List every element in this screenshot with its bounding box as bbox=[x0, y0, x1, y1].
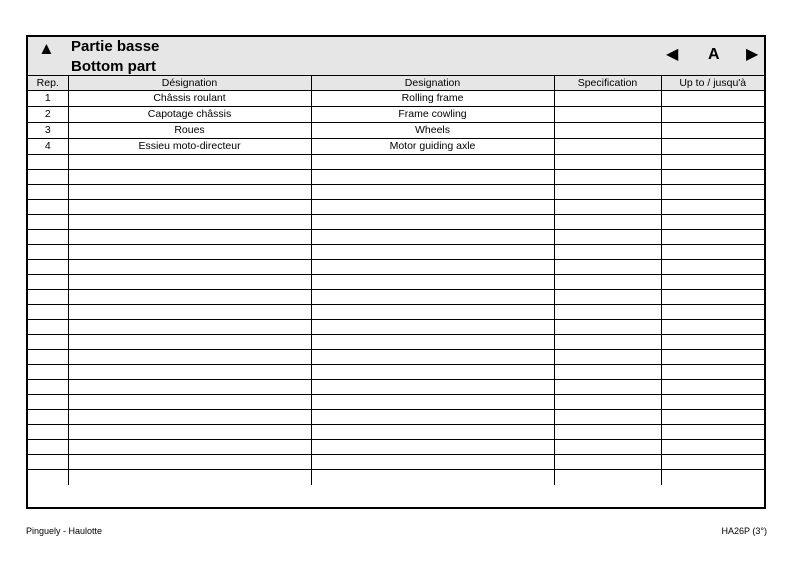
column-header-rep: Rep. bbox=[28, 76, 68, 91]
table-row bbox=[28, 350, 764, 365]
table-row bbox=[28, 425, 764, 440]
cell-designation-fr: Essieu moto-directeur bbox=[68, 139, 311, 155]
cell-rep bbox=[28, 410, 68, 425]
table-header-row bbox=[28, 76, 764, 91]
cell-specification bbox=[554, 245, 661, 260]
section-letter: A bbox=[708, 46, 720, 63]
cell-specification bbox=[554, 395, 661, 410]
cell-designation-en bbox=[311, 260, 554, 275]
cell-specification bbox=[554, 335, 661, 350]
cell-designation-fr bbox=[68, 245, 311, 260]
cell-designation-en bbox=[311, 350, 554, 365]
cell-rep: 1 bbox=[28, 91, 68, 107]
cell-rep bbox=[28, 245, 68, 260]
cell-up-to bbox=[661, 440, 764, 455]
cell-designation-en bbox=[311, 425, 554, 440]
column-header-specification: Specification bbox=[554, 76, 661, 91]
cell-up-to bbox=[661, 260, 764, 275]
cell-designation-en: Frame cowling bbox=[311, 107, 554, 123]
cell-specification bbox=[554, 170, 661, 185]
cell-up-to bbox=[661, 155, 764, 170]
table-row bbox=[28, 107, 764, 123]
cell-up-to bbox=[661, 275, 764, 290]
cell-specification bbox=[554, 350, 661, 365]
cell-designation-en: Rolling frame bbox=[311, 91, 554, 107]
table-row bbox=[28, 139, 764, 155]
cell-specification bbox=[554, 290, 661, 305]
table-row bbox=[28, 335, 764, 350]
sheet-header bbox=[28, 37, 764, 76]
table-row bbox=[28, 290, 764, 305]
table-row bbox=[28, 155, 764, 170]
table-row bbox=[28, 470, 764, 485]
footer-model: HA26P (3°) bbox=[721, 526, 767, 536]
table-row bbox=[28, 123, 764, 139]
title-french: Partie basse bbox=[71, 38, 160, 55]
cell-specification bbox=[554, 470, 661, 485]
cell-up-to bbox=[661, 320, 764, 335]
table-row bbox=[28, 260, 764, 275]
cell-up-to bbox=[661, 305, 764, 320]
cell-up-to bbox=[661, 245, 764, 260]
cell-designation-fr bbox=[68, 365, 311, 380]
cell-rep bbox=[28, 185, 68, 200]
cell-up-to bbox=[661, 215, 764, 230]
cell-designation-en bbox=[311, 170, 554, 185]
cell-designation-en bbox=[311, 440, 554, 455]
cell-designation-en bbox=[311, 470, 554, 485]
table-row bbox=[28, 275, 764, 290]
cell-up-to bbox=[661, 365, 764, 380]
table-row bbox=[28, 365, 764, 380]
cell-up-to bbox=[661, 290, 764, 305]
cell-designation-fr bbox=[68, 470, 311, 485]
table-row bbox=[28, 170, 764, 185]
column-header-up-to: Up to / jusqu'à bbox=[661, 76, 764, 91]
cell-up-to bbox=[661, 455, 764, 470]
table-row bbox=[28, 245, 764, 260]
cell-rep: 2 bbox=[28, 107, 68, 123]
cell-rep bbox=[28, 335, 68, 350]
cell-designation-fr bbox=[68, 170, 311, 185]
cell-designation-en: Wheels bbox=[311, 123, 554, 139]
parts-sheet bbox=[26, 35, 766, 509]
cell-up-to bbox=[661, 470, 764, 485]
next-arrow-icon[interactable]: ▶ bbox=[746, 46, 759, 63]
cell-rep bbox=[28, 380, 68, 395]
cell-up-to bbox=[661, 200, 764, 215]
cell-specification bbox=[554, 230, 661, 245]
cell-up-to bbox=[661, 335, 764, 350]
cell-up-to bbox=[661, 107, 764, 123]
cell-designation-fr bbox=[68, 410, 311, 425]
cell-designation-en bbox=[311, 455, 554, 470]
cell-designation-fr bbox=[68, 215, 311, 230]
cell-designation-fr: Châssis roulant bbox=[68, 91, 311, 107]
cell-rep bbox=[28, 425, 68, 440]
cell-specification bbox=[554, 380, 661, 395]
cell-specification bbox=[554, 91, 661, 107]
cell-designation-fr bbox=[68, 335, 311, 350]
parts-table bbox=[28, 76, 764, 485]
cell-specification bbox=[554, 440, 661, 455]
cell-up-to bbox=[661, 425, 764, 440]
title-english: Bottom part bbox=[71, 58, 156, 75]
cell-designation-en bbox=[311, 395, 554, 410]
cell-designation-fr bbox=[68, 455, 311, 470]
cell-designation-fr: Roues bbox=[68, 123, 311, 139]
cell-specification bbox=[554, 305, 661, 320]
cell-rep bbox=[28, 320, 68, 335]
cell-designation-fr: Capotage châssis bbox=[68, 107, 311, 123]
previous-arrow-icon[interactable]: ◀ bbox=[666, 46, 679, 63]
table-row bbox=[28, 380, 764, 395]
cell-designation-fr bbox=[68, 305, 311, 320]
table-row bbox=[28, 320, 764, 335]
cell-designation-fr bbox=[68, 425, 311, 440]
cell-designation-fr bbox=[68, 260, 311, 275]
cell-designation-en bbox=[311, 215, 554, 230]
table-row bbox=[28, 410, 764, 425]
cell-designation-en: Motor guiding axle bbox=[311, 139, 554, 155]
cell-rep: 3 bbox=[28, 123, 68, 139]
column-header-designation-en: Designation bbox=[311, 76, 554, 91]
cell-up-to bbox=[661, 230, 764, 245]
table-row bbox=[28, 395, 764, 410]
cell-designation-en bbox=[311, 275, 554, 290]
cell-up-to bbox=[661, 350, 764, 365]
cell-designation-en bbox=[311, 365, 554, 380]
table-row bbox=[28, 91, 764, 107]
footer-company: Pinguely - Haulotte bbox=[26, 526, 103, 536]
cell-up-to bbox=[661, 395, 764, 410]
cell-designation-en bbox=[311, 230, 554, 245]
table-row bbox=[28, 230, 764, 245]
table-row bbox=[28, 200, 764, 215]
cell-specification bbox=[554, 365, 661, 380]
cell-designation-fr bbox=[68, 440, 311, 455]
cell-specification bbox=[554, 155, 661, 170]
cell-designation-fr bbox=[68, 395, 311, 410]
cell-rep bbox=[28, 455, 68, 470]
cell-up-to bbox=[661, 139, 764, 155]
cell-rep bbox=[28, 215, 68, 230]
cell-rep bbox=[28, 395, 68, 410]
cell-designation-fr bbox=[68, 155, 311, 170]
cell-designation-en bbox=[311, 335, 554, 350]
cell-designation-fr bbox=[68, 380, 311, 395]
cell-up-to bbox=[661, 91, 764, 107]
cell-designation-fr bbox=[68, 350, 311, 365]
cell-rep bbox=[28, 260, 68, 275]
table-row bbox=[28, 305, 764, 320]
cell-specification bbox=[554, 275, 661, 290]
cell-designation-en bbox=[311, 410, 554, 425]
cell-rep bbox=[28, 170, 68, 185]
table-row bbox=[28, 215, 764, 230]
up-arrow-icon[interactable]: ▲ bbox=[38, 39, 55, 58]
cell-up-to bbox=[661, 170, 764, 185]
table-row bbox=[28, 185, 764, 200]
cell-rep bbox=[28, 290, 68, 305]
column-header-designation-fr: Désignation bbox=[68, 76, 311, 91]
cell-specification bbox=[554, 320, 661, 335]
cell-specification bbox=[554, 455, 661, 470]
cell-specification bbox=[554, 139, 661, 155]
cell-rep bbox=[28, 155, 68, 170]
cell-specification bbox=[554, 260, 661, 275]
cell-designation-en bbox=[311, 380, 554, 395]
cell-specification bbox=[554, 410, 661, 425]
table-row bbox=[28, 455, 764, 470]
cell-designation-en bbox=[311, 305, 554, 320]
cell-rep bbox=[28, 350, 68, 365]
cell-specification bbox=[554, 200, 661, 215]
cell-designation-fr bbox=[68, 320, 311, 335]
cell-designation-en bbox=[311, 200, 554, 215]
cell-designation-en bbox=[311, 320, 554, 335]
cell-designation-en bbox=[311, 185, 554, 200]
cell-designation-fr bbox=[68, 185, 311, 200]
cell-up-to bbox=[661, 380, 764, 395]
cell-rep bbox=[28, 440, 68, 455]
cell-rep bbox=[28, 275, 68, 290]
table-body bbox=[28, 91, 764, 485]
cell-specification bbox=[554, 185, 661, 200]
cell-designation-fr bbox=[68, 200, 311, 215]
cell-rep bbox=[28, 365, 68, 380]
cell-specification bbox=[554, 107, 661, 123]
cell-designation-en bbox=[311, 155, 554, 170]
cell-specification bbox=[554, 425, 661, 440]
cell-up-to bbox=[661, 123, 764, 139]
table-row bbox=[28, 440, 764, 455]
cell-rep bbox=[28, 230, 68, 245]
cell-rep: 4 bbox=[28, 139, 68, 155]
cell-specification bbox=[554, 215, 661, 230]
cell-rep bbox=[28, 200, 68, 215]
cell-designation-fr bbox=[68, 275, 311, 290]
cell-rep bbox=[28, 470, 68, 485]
cell-designation-en bbox=[311, 290, 554, 305]
cell-rep bbox=[28, 305, 68, 320]
cell-up-to bbox=[661, 185, 764, 200]
cell-designation-en bbox=[311, 245, 554, 260]
cell-up-to bbox=[661, 410, 764, 425]
cell-designation-fr bbox=[68, 230, 311, 245]
cell-specification bbox=[554, 123, 661, 139]
cell-designation-fr bbox=[68, 290, 311, 305]
